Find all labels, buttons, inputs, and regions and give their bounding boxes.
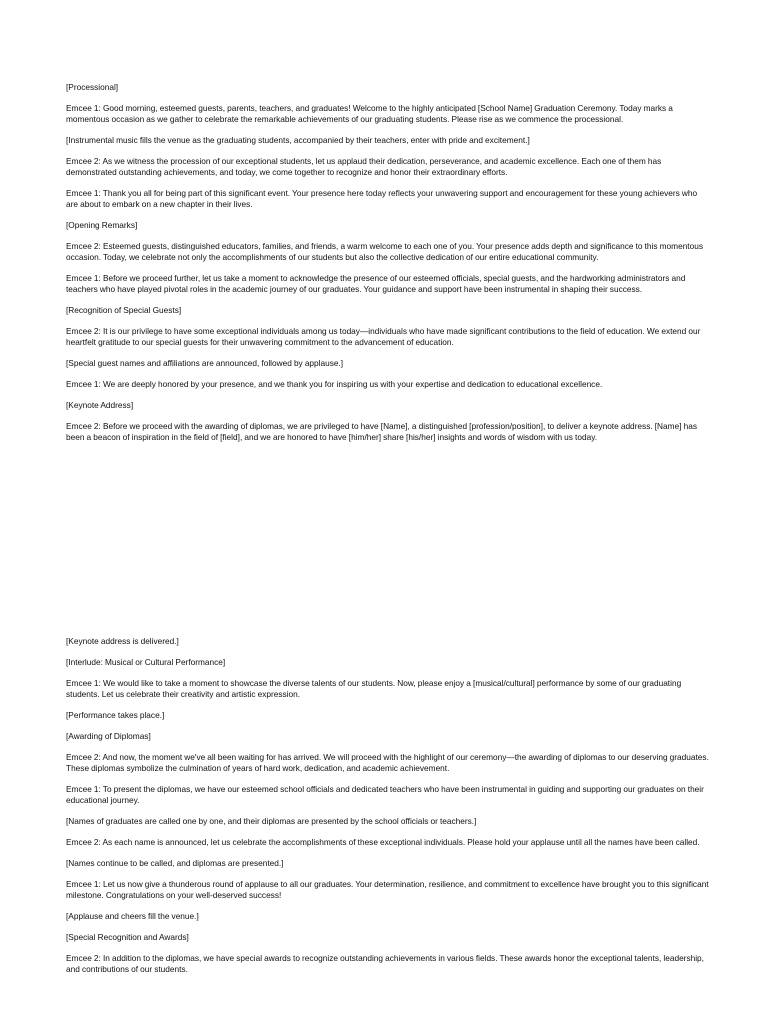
paragraph-emcee-2-welcome: Emcee 2: Esteemed guests, distinguished educators, families, and friends, a warm welcome to each one of you. Your presence adds depth and significance to this momentous occasion. Today, we celebrate not only the accomplishments of our students but also the collective dedication of our entire educational community. [66, 241, 703, 262]
paragraph-emcee-2-applause: Emcee 2: As each name is announced, let us celebrate the accomplishments of these exceptional individuals. Please hold your applause until all the names have been called. [66, 837, 700, 847]
paragraph-emcee-1-welcome: Emcee 1: Good morning, esteemed guests, parents, teachers, and graduates! Welcome to the highly anticipated [School Name] Graduation Ceremony. Today marks a momentous occasion as we gather to celebrate the remarkable achievements of our graduating students. Please rise as we commence the processional. [66, 103, 673, 124]
heading-processional: [Processional] [66, 82, 119, 92]
heading-awarding-diplomas: [Awarding of Diplomas] [66, 731, 151, 741]
paragraph-emcee-1-thanks: Emcee 1: Thank you all for being part of this significant event. Your presence here today reflects your unwavering support and encouragement for these young achievers who are about to embark on a new chapter in their lives. [66, 188, 698, 209]
document-section-bottom [66, 636, 710, 985]
stage-direction-performance: [Performance takes place.] [66, 710, 165, 720]
stage-direction-names-continue: [Names continue to be called, and diplomas are presented.] [66, 858, 284, 868]
paragraph-emcee-1-honored: Emcee 1: We are deeply honored by your presence, and we thank you for inspiring us with your expertise and dedication to educational excellence. [66, 379, 603, 389]
heading-recognition-guests: [Recognition of Special Guests] [66, 305, 182, 315]
stage-direction-guest-names: [Special guest names and affiliations are announced, followed by applause.] [66, 358, 344, 368]
heading-interlude: [Interlude: Musical or Cultural Performance] [66, 657, 226, 667]
paragraph-emcee-1-performance: Emcee 1: We would like to take a moment to showcase the diverse talents of our students. Now, please enjoy a [musical/cultural] performance by some of our graduating students. Let us celebrate their creativity and artistic expression. [66, 678, 682, 699]
heading-opening-remarks: [Opening Remarks] [66, 220, 138, 230]
paragraph-emcee-2-procession: Emcee 2: As we witness the procession of our exceptional students, let us applaud their dedication, perseverance, and academic excellence. Each one of them has demonstrated outstanding achievements, and today, we come together to recognize and honor their extraordinary efforts. [66, 156, 662, 177]
paragraph-emcee-2-awards: Emcee 2: In addition to the diplomas, we have special awards to recognize outstanding achievements in various fields. These awards honor the exceptional talents, leadership, and contributions of our students. [66, 953, 704, 974]
paragraph-emcee-2-guests: Emcee 2: It is our privilege to have some exceptional individuals among us today—individuals who have made significant contributions to the field of education. We extend our heartfelt gratitude to our special guests for their unwavering commitment to the advancement of education. [66, 326, 701, 347]
document-section-top [66, 82, 710, 453]
paragraph-emcee-1-acknowledge: Emcee 1: Before we proceed further, let us take a moment to acknowledge the presence of our esteemed officials, special guests, and the hardworking administrators and teachers who have played pivotal roles in the academic journey of our graduates. Your guidance and support have been instrumental in shaping their success. [66, 273, 686, 294]
heading-special-recognition: [Special Recognition and Awards] [66, 932, 189, 942]
stage-direction-applause: [Applause and cheers fill the venue.] [66, 911, 199, 921]
paragraph-emcee-1-congratulations: Emcee 1: Let us now give a thunderous round of applause to all our graduates. Your determination, resilience, and commitment to excellence have brought you to this significant milestone. Congratulations on your well-deserved success! [66, 879, 709, 900]
heading-keynote-address: [Keynote Address] [66, 400, 134, 410]
stage-direction-keynote-delivered: [Keynote address is delivered.] [66, 636, 179, 646]
paragraph-emcee-2-diplomas: Emcee 2: And now, the moment we've all been waiting for has arrived. We will proceed with the highlight of our ceremony—the awarding of diplomas to our deserving graduates. These diplomas symbolize the culmination of years of hard work, dedication, and academic achievement. [66, 752, 709, 773]
paragraph-emcee-2-keynote: Emcee 2: Before we proceed with the awarding of diplomas, we are privileged to have [Name], a distinguished [profession/position], to deliver a keynote address. [Name] has been a beacon of inspiration in the field of [field], and we are honored to have [him/her] share [his/her] insights and words of wisdom with us today. [66, 421, 697, 442]
stage-direction-names-called: [Names of graduates are called one by one, and their diplomas are presented by the school officials or teachers.] [66, 816, 477, 826]
paragraph-emcee-1-present-diplomas: Emcee 1: To present the diplomas, we have our esteemed school officials and dedicated teachers who have been instrumental in guiding and supporting our graduates on their educational journey. [66, 784, 704, 805]
stage-direction-music: [Instrumental music fills the venue as the graduating students, accompanied by their teachers, enter with pride and excitement.] [66, 135, 530, 145]
